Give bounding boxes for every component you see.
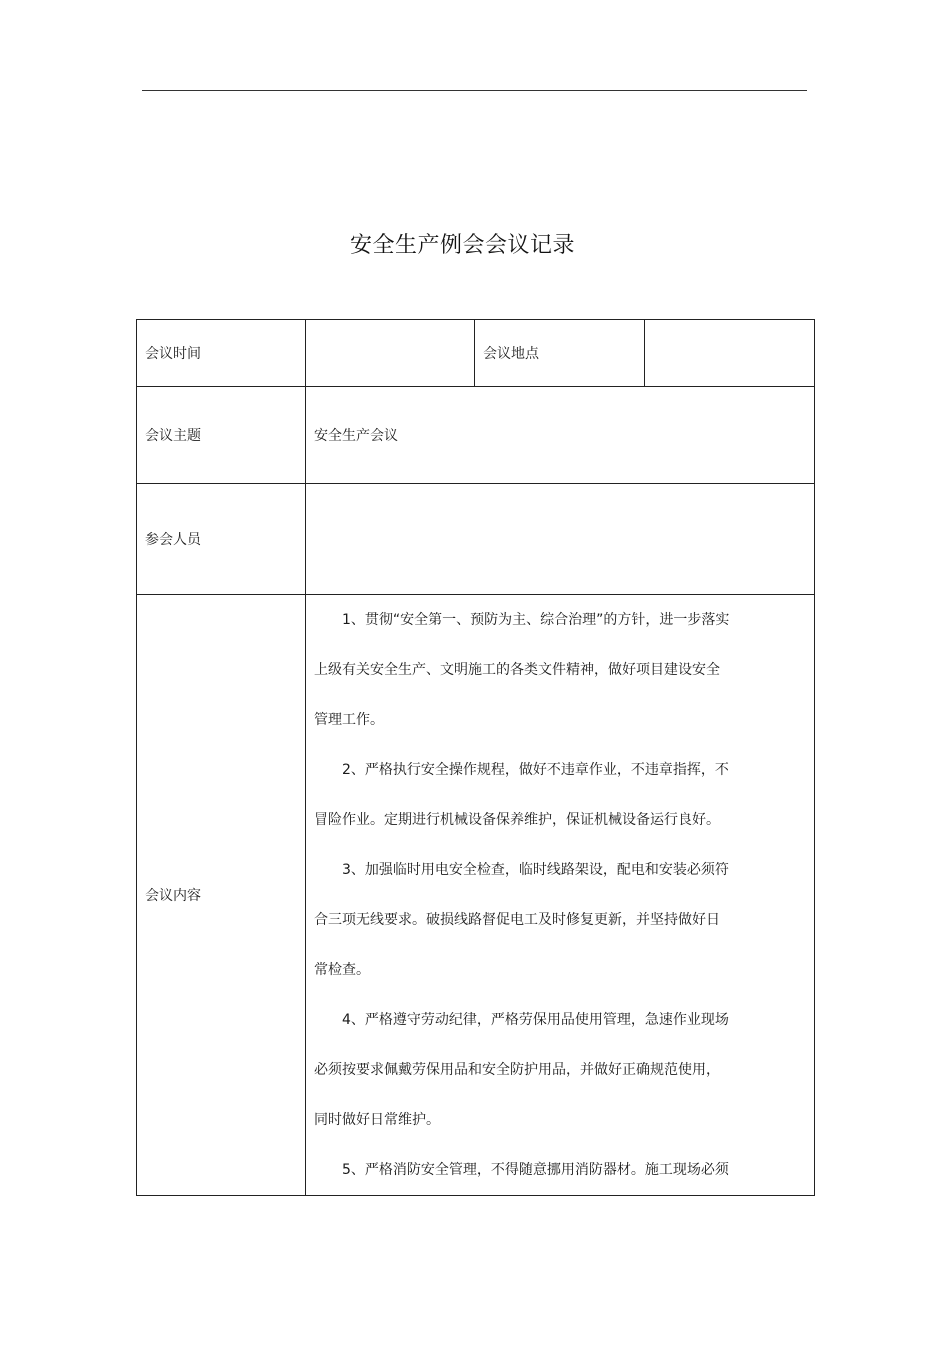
meeting-topic-label: 会议主题 <box>137 387 306 484</box>
meeting-time-label: 会议时间 <box>137 320 306 387</box>
meeting-record-table <box>136 319 815 1196</box>
content-line: 常检查。 <box>314 962 370 978</box>
meeting-place-label: 会议地点 <box>475 320 645 387</box>
meeting-topic-value: 安全生产会议 <box>306 387 815 484</box>
content-line: 1、贯彻“安全第一、预防为主、综合治理”的方针，进一步落实 <box>342 612 730 628</box>
content-line: 必须按要求佩戴劳保用品和安全防护用品，并做好正确规范使用， <box>314 1062 720 1078</box>
meeting-content-label: 会议内容 <box>137 595 306 1196</box>
header-rule <box>142 90 807 91</box>
meeting-content-body <box>306 595 815 1196</box>
content-line: 2、严格执行安全操作规程，做好不违章作业，不违章指挥，不 <box>342 762 729 778</box>
meeting-time-row <box>137 320 815 387</box>
meeting-time-value <box>306 320 475 387</box>
content-line: 合三项无线要求。破损线路督促电工及时修复更新，并坚持做好日 <box>314 912 720 928</box>
meeting-topic-row <box>137 387 815 484</box>
content-line: 3、加强临时用电安全检查，临时线路架设，配电和安装必须符 <box>342 862 729 878</box>
meeting-content-row <box>137 595 815 1196</box>
attendees-row <box>137 484 815 595</box>
content-line: 4、严格遵守劳动纪律，严格劳保用品使用管理，急速作业现场 <box>342 1012 729 1028</box>
meeting-place-value <box>645 320 815 387</box>
content-line: 管理工作。 <box>314 712 384 728</box>
attendees-label: 参会人员 <box>137 484 306 595</box>
content-line: 上级有关安全生产、文明施工的各类文件精神，做好项目建设安全 <box>314 662 720 678</box>
content-line: 同时做好日常维护。 <box>314 1112 440 1128</box>
document-title: 安全生产例会会议记录 <box>349 233 575 258</box>
content-line: 5、严格消防安全管理，不得随意挪用消防器材。施工现场必须 <box>342 1162 729 1178</box>
attendees-value <box>306 484 815 595</box>
content-line: 冒险作业。定期进行机械设备保养维护，保证机械设备运行良好。 <box>314 812 720 828</box>
